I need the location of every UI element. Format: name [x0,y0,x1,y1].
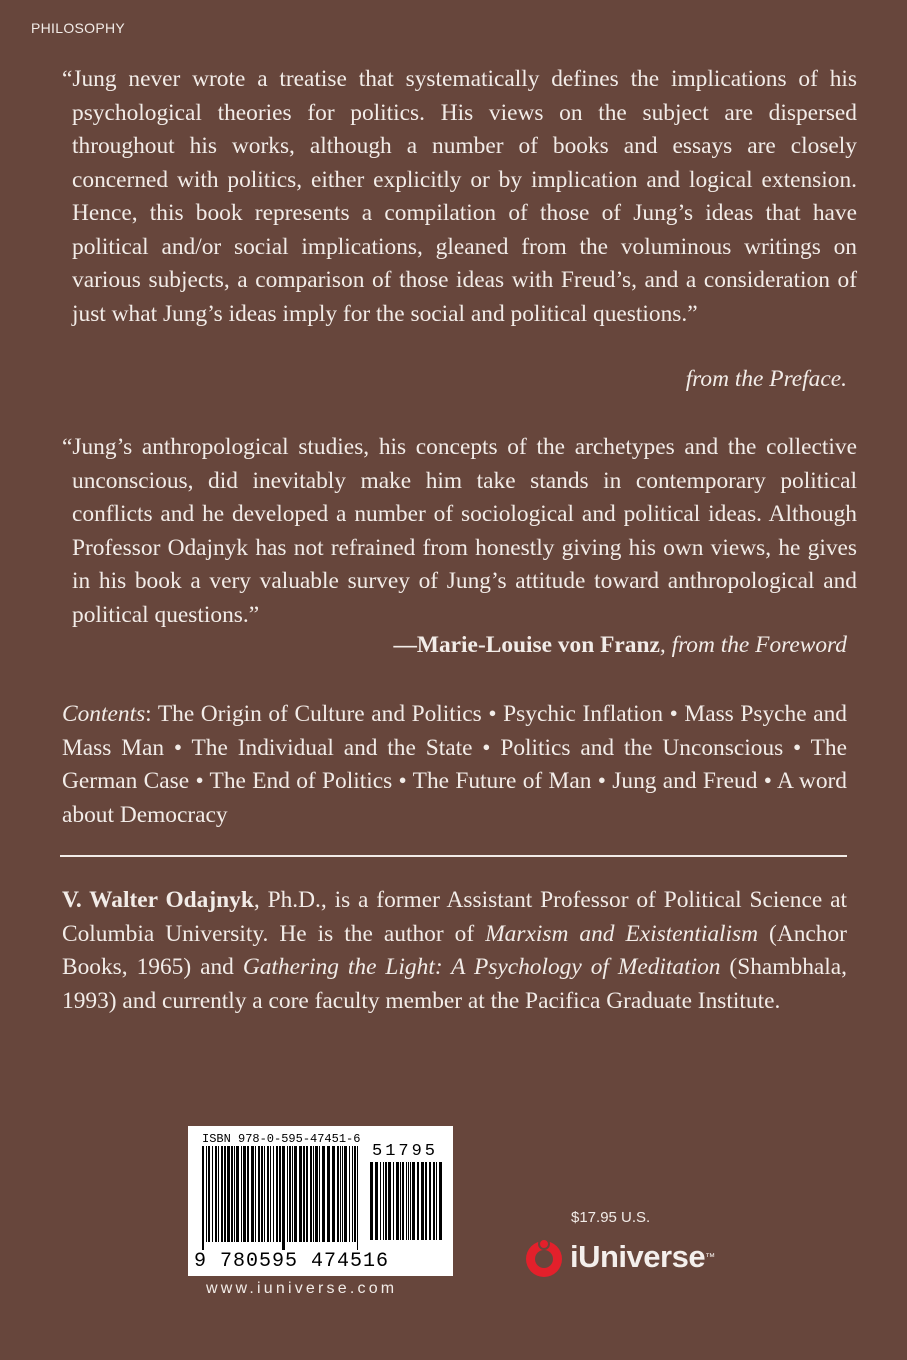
ean-digits-text: 9 780595 474516 [194,1250,390,1273]
publisher-name: iUniverse [570,1239,706,1274]
category-label: PHILOSOPHY [31,20,126,36]
foreword-author: —Marie-Louise von Franz [393,632,660,658]
contents-list [62,698,847,832]
trademark-symbol: ™ [705,1251,716,1263]
bio-book-2: Gathering the Light: A Psychology of Meditation [242,954,721,980]
price-label: $17.95 U.S. [571,1209,651,1226]
price-code-text: 51795 [372,1142,439,1161]
isbn-text: ISBN 978-0-595-47451-6 [202,1132,361,1146]
bio-text-3: (Shambhala, 1993) and currently a core faculty member at the Pacifica Graduate Institute. [62,954,847,1014]
bio-text-1: , Ph.D., is a former Assistant Professor of Political Science at Columbia University. He is the author of [62,887,847,947]
preface-attribution [686,366,847,393]
foreword-quote: “Jung’s anthropological studies, his concepts of the archetypes and the collective unconscious, did inevitably make him take stands in contemporary political conflicts and he developed a number of sociological and political ideas. Although Professor Odajnyk has not refrained from honestly giving his own views, he gives in his book a very valuable survey of Jung’s attitude toward anthropological and political questions.” [62,434,857,628]
preface-quote: “Jung never wrote a treatise that systematically defines the implications of his psychological theories for politics. His views on the subject are dispersed throughout his works, although a number of books and essays are closely concerned with politics, either explicitly or by implication and logical extension. Hence, this book represents a compilation of those of Jung’s ideas that have political and/or social implications, gleaned from the voluminous writings on various subjects, a comparison of those ideas with Freud’s, and a consideration of just what Jung’s ideas imply for the social and political questions.” [62,66,857,327]
divider-rule [60,855,847,857]
ean-barcode-bars [202,1146,362,1250]
bio-text-2: (Anchor Books, 1965) and [62,920,847,980]
author-bio [62,884,847,1018]
foreword-source: , from the Foreword [659,632,847,658]
foreword-attribution [394,632,847,659]
iuniverse-logo-icon [522,1235,566,1279]
barcode [188,1126,453,1276]
author-name: V. Walter Odajnyk [62,887,254,913]
preface-attribution-text: from the Preface. [685,366,847,392]
price-barcode-bars [370,1162,442,1248]
contents-label: Contents [62,701,146,727]
website-url: www.iuniverse.com [206,1280,398,1297]
contents-text: : The Origin of Culture and Politics • Psychic Inflation • Mass Psyche and Mass Man • The Individual and the State • Politics and the Unconscious • The German Case • The End of Politics • The Future of Man • Jung and Freud • A word about Democracy [62,701,847,828]
bio-book-1: Marxism and Existentialism [485,920,759,947]
publisher-logo [522,1232,715,1282]
